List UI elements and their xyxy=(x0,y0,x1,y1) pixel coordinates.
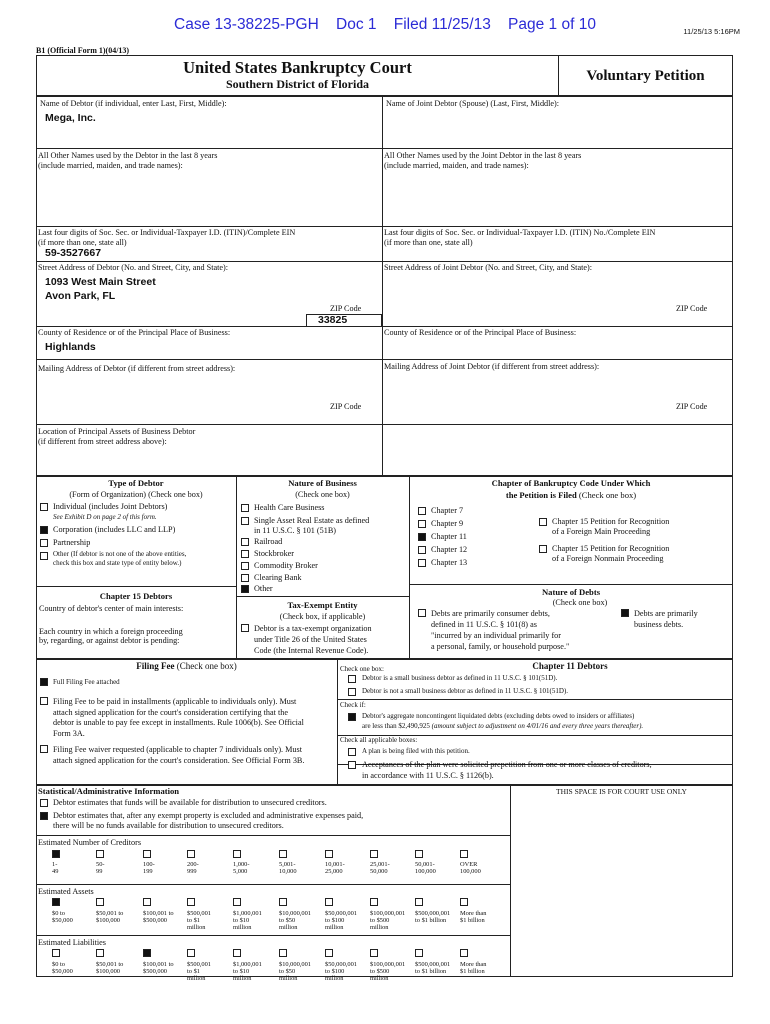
debtor-ein: 59-3527667 xyxy=(45,247,102,259)
corporation-checkbox[interactable] xyxy=(40,526,48,534)
liabilities-range-label: $0 to $50,000 xyxy=(52,961,73,976)
small-business-checkbox[interactable] xyxy=(348,675,356,683)
single-asset-checkbox[interactable] xyxy=(241,517,249,525)
stockbroker-checkbox[interactable] xyxy=(241,550,249,558)
installments-checkbox[interactable] xyxy=(40,697,48,705)
petition-title: Voluntary Petition xyxy=(586,68,705,84)
liabilities-range-label: $100,001 to $500,000 xyxy=(143,961,174,976)
single-asset-label: Single Asset Real Estate as defined xyxy=(254,516,370,525)
aggregate-debts-amount: are less than $2,490,925 xyxy=(362,722,430,730)
assets-range-checkbox[interactable] xyxy=(52,898,60,906)
health-care-label: Health Care Business xyxy=(254,503,325,512)
assets-range-checkbox[interactable] xyxy=(143,898,151,906)
assets-range-checkbox[interactable] xyxy=(370,898,378,906)
creditors-range-checkbox[interactable] xyxy=(52,850,60,858)
ch11-check-all: Check all applicable boxes: xyxy=(340,736,418,744)
consumer-debts-label: Debts are primarily consumer debts, defined in 11 U.S.C. § 101(8) as "incurred by an individual primarily for a personal, family, or household purpose." xyxy=(431,609,570,652)
chapter9-label: Chapter 9 xyxy=(431,519,464,528)
ch15-main-checkbox[interactable] xyxy=(539,518,547,526)
court-use-only: THIS SPACE IS FOR COURT USE ONLY xyxy=(556,787,687,796)
assets-range-label: $0 to $50,000 xyxy=(52,910,73,925)
chapter9-checkbox[interactable] xyxy=(418,520,426,528)
creditors-range-label: 100- 199 xyxy=(143,861,155,876)
timestamp: 11/25/13 5:16PM xyxy=(683,27,740,36)
district-name: Southern District of Florida xyxy=(226,77,369,91)
joint-ssn-label: Last four digits of Soc. Sec. or Individual-Taxpayer I.D. (ITIN) No./Complete EIN xyxy=(384,228,656,237)
aggregate-debts-checkbox[interactable] xyxy=(348,713,356,721)
form-id: B1 (Official Form 1)(04/13) xyxy=(36,46,130,55)
no-funds-checkbox[interactable] xyxy=(40,812,48,820)
creditors-range-checkbox[interactable] xyxy=(279,850,287,858)
creditors-range-label: 1,000- 5,000 xyxy=(233,861,250,876)
creditors-range-checkbox[interactable] xyxy=(187,850,195,858)
joint-debtor-name-label: Name of Joint Debtor (Spouse) (Last, First, Middle): xyxy=(386,99,560,108)
zip-value: 33825 xyxy=(318,314,348,326)
creditors-range-label: OVER 100,000 xyxy=(460,861,481,876)
assets-range-checkbox[interactable] xyxy=(96,898,104,906)
nature-business-subtitle: (Check one box) xyxy=(295,490,350,499)
creditors-range-checkbox[interactable] xyxy=(460,850,468,858)
assets-range-checkbox[interactable] xyxy=(325,898,333,906)
business-debts-checkbox[interactable] xyxy=(621,609,629,617)
not-small-business-label: Debtor is not a small business debtor as defined in 11 U.S.C. § 101(51D). xyxy=(362,687,569,695)
single-asset-cont: in 11 U.S.C. § 101 (51B) xyxy=(254,526,337,535)
aggregate-debts-note: (amount subject to adjustment on 4/01/16 and every three years thereafter). xyxy=(431,722,644,730)
clearing-bank-checkbox[interactable] xyxy=(241,574,249,582)
joint-other-names-label: All Other Names used by the Joint Debtor in the last 8 years (include married, maiden, and trade names): xyxy=(384,151,582,170)
funds-available-label: Debtor estimates that funds will be available for distribution to unsecured creditors. xyxy=(53,798,327,807)
partnership-checkbox[interactable] xyxy=(40,539,48,547)
railroad-checkbox[interactable] xyxy=(241,538,249,546)
creditors-range-label: 1- 49 xyxy=(52,861,59,876)
individual-checkbox[interactable] xyxy=(40,503,48,511)
liabilities-range-label: $1,000,001 to $10 million xyxy=(233,961,262,983)
creditors-range-checkbox[interactable] xyxy=(96,850,104,858)
individual-note: See Exhibit D on page 2 of this form. xyxy=(53,513,157,521)
chapter7-checkbox[interactable] xyxy=(418,507,426,515)
other-entity-label: Other (If debtor is not one of the above entities, xyxy=(53,550,187,558)
liabilities-label: Estimated Liabilities xyxy=(38,938,106,947)
individual-label: Individual (includes Joint Debtors) xyxy=(53,502,168,511)
chapter13-label: Chapter 13 xyxy=(431,558,468,567)
assets-range-label: $50,001 to $100,000 xyxy=(96,910,124,925)
chapter11-checkbox[interactable] xyxy=(418,533,426,541)
commodity-broker-label: Commodity Broker xyxy=(254,561,318,570)
railroad-label: Railroad xyxy=(254,537,283,546)
mailing-zip-label: ZIP Code xyxy=(330,402,362,411)
type-of-debtor-subtitle: (Form of Organization) (Check one box) xyxy=(69,490,203,499)
no-funds-label: Debtor estimates that, after any exempt property is excluded and administrative expenses paid, there will be no funds available for distribution to unsecured creditors. xyxy=(53,811,364,830)
commodity-broker-checkbox[interactable] xyxy=(241,562,249,570)
liabilities-range-checkbox[interactable] xyxy=(143,949,151,957)
assets-range-checkbox[interactable] xyxy=(279,898,287,906)
debtor-name-label: Name of Debtor (if individual, enter Last, First, Middle): xyxy=(40,99,227,108)
other-business-label: Other xyxy=(254,584,273,593)
chapter12-label: Chapter 12 xyxy=(431,545,468,554)
ch11-check-one: Check one box: xyxy=(340,665,384,673)
liabilities-range-checkbox[interactable] xyxy=(460,949,468,957)
consumer-debts-checkbox[interactable] xyxy=(418,609,426,617)
ssn-note: (if more than one, state all) xyxy=(38,238,127,247)
creditors-range-checkbox[interactable] xyxy=(415,850,423,858)
other-entity-note: check this box and state type of entity below.) xyxy=(53,559,182,567)
other-business-checkbox[interactable] xyxy=(241,585,249,593)
liabilities-range-label: $50,001 to $100,000 xyxy=(96,961,124,976)
joint-zip-label: ZIP Code xyxy=(676,304,708,313)
statistical-title: Statistical/Administrative Information xyxy=(38,786,180,796)
liabilities-range-checkbox[interactable] xyxy=(52,949,60,957)
ssn-label: Last four digits of Soc. Sec. or Individual-Taxpayer I.D. (ITIN)/Complete EIN xyxy=(38,228,296,237)
creditors-range-label: 50,001- 100,000 xyxy=(415,861,436,876)
liabilities-range-checkbox[interactable] xyxy=(279,949,287,957)
creditors-range-label: 10,001- 25,000 xyxy=(325,861,345,876)
tax-exempt-checkbox[interactable] xyxy=(241,624,249,632)
county-label: County of Residence or of the Principal Place of Business: xyxy=(38,328,231,337)
creditors-range-checkbox[interactable] xyxy=(370,850,378,858)
chapter12-checkbox[interactable] xyxy=(418,546,426,554)
ch15-nonmain-checkbox[interactable] xyxy=(539,545,547,553)
funds-available-checkbox[interactable] xyxy=(40,799,48,807)
liabilities-range-label: $100,000,001 to $500 million xyxy=(370,961,406,983)
assets-range-label: $1,000,001 to $10 million xyxy=(233,910,262,932)
street-line1: 1093 West Main Street xyxy=(45,276,156,288)
fee-waiver-checkbox[interactable] xyxy=(40,745,48,753)
full-fee-checkbox[interactable] xyxy=(40,678,48,686)
creditors-range-label: 50- 99 xyxy=(96,861,105,876)
ch15-main-label: Chapter 15 Petition for Recognition of a Foreign Main Proceeding xyxy=(552,517,670,536)
small-business-label: Debtor is a small business debtor as defined in 11 U.S.C. § 101(51D). xyxy=(362,674,558,682)
liabilities-range-label: $10,000,001 to $50 million xyxy=(279,961,311,983)
full-fee-label: Full Filing Fee attached xyxy=(53,678,120,686)
assets-range-label: $10,000,001 to $50 million xyxy=(279,910,311,932)
chapter7-label: Chapter 7 xyxy=(431,506,464,515)
street-label: Street Address of Debtor (No. and Street, City, and State): xyxy=(38,263,229,272)
creditors-label: Estimated Number of Creditors xyxy=(38,838,142,847)
clearing-bank-label: Clearing Bank xyxy=(254,573,302,582)
joint-ssn-note: (if more than one, state all) xyxy=(384,238,473,247)
filing-fee-title: Filing Fee xyxy=(136,661,175,671)
plan-filed-checkbox[interactable] xyxy=(348,748,356,756)
health-care-checkbox[interactable] xyxy=(241,504,249,512)
plan-filed-label: A plan is being filed with this petition. xyxy=(362,747,470,755)
other-entity-checkbox[interactable] xyxy=(40,552,48,560)
nature-debts-title: Nature of Debts xyxy=(541,587,601,597)
street-line2: Avon Park, FL xyxy=(45,290,116,302)
liabilities-range-checkbox[interactable] xyxy=(233,949,241,957)
court-name: United States Bankruptcy Court xyxy=(183,58,412,77)
ch11-title: Chapter 11 Debtors xyxy=(532,661,608,671)
liabilities-range-checkbox[interactable] xyxy=(187,949,195,957)
partnership-label: Partnership xyxy=(53,538,91,547)
type-of-debtor-title: Type of Debtor xyxy=(108,478,164,488)
creditors-range-label: 5,001- 10,000 xyxy=(279,861,297,876)
assets-range-label: $50,000,001 to $100 million xyxy=(325,910,357,932)
fee-waiver-label: Filing Fee waiver requested (applicable to chapter 7 individuals only). Must attach signed application for the court's consideration. See Official Form 3B. xyxy=(53,745,305,765)
not-small-business-checkbox[interactable] xyxy=(348,688,356,696)
creditors-range-checkbox[interactable] xyxy=(325,850,333,858)
chapter-title: Chapter of Bankruptcy Code Under Which xyxy=(491,478,651,488)
assets-range-label: $100,000,001 to $500 million xyxy=(370,910,406,932)
debtor-name: Mega, Inc. xyxy=(45,112,96,124)
creditors-range-checkbox[interactable] xyxy=(143,850,151,858)
zip-label: ZIP Code xyxy=(330,304,362,313)
chapter-check: (Check one box) xyxy=(578,490,637,500)
tax-exempt-title: Tax-Exempt Entity xyxy=(287,600,358,610)
aggregate-debts-label: Debtor's aggregate noncontingent liquidated debts (excluding debts owed to insiders or affiliates) xyxy=(362,712,635,720)
assets-range-checkbox[interactable] xyxy=(233,898,241,906)
joint-street-label: Street Address of Joint Debtor (No. and Street, City, and State): xyxy=(384,263,592,272)
joint-mailing-label: Mailing Address of Joint Debtor (if different from street address): xyxy=(384,362,600,371)
chapter15-title: Chapter 15 Debtors xyxy=(99,591,173,601)
liabilities-range-label: $50,000,001 to $100 million xyxy=(325,961,357,983)
acceptances-checkbox[interactable] xyxy=(348,761,356,769)
liabilities-range-label: More than $1 billion xyxy=(460,961,487,976)
ch15-nonmain-label: Chapter 15 Petition for Recognition of a Foreign Nonmain Proceeding xyxy=(552,544,670,563)
creditors-range-label: 200- 999 xyxy=(187,861,199,876)
liabilities-range-checkbox[interactable] xyxy=(370,949,378,957)
liabilities-range-checkbox[interactable] xyxy=(96,949,104,957)
assets-range-label: $500,000,001 to $1 billion xyxy=(415,910,451,925)
case-header: Case 13-38225-PGH Doc 1 Filed 11/25/13 Page 1 of 10 xyxy=(174,16,596,33)
stockbroker-label: Stockbroker xyxy=(254,549,295,558)
assets-range-label: More than $1 billion xyxy=(460,910,487,925)
corporation-label: Corporation (includes LLC and LLP) xyxy=(53,525,176,534)
assets-range-label: $500,001 to $1 million xyxy=(187,910,211,932)
ch11-check-if: Check if: xyxy=(340,701,366,709)
tax-exempt-text: Debtor is a tax-exempt organization under Title 26 of the United States Code (the Internal Revenue Code). xyxy=(254,624,372,656)
location-label: Location of Principal Assets of Business Debtor (if different from street address above): xyxy=(38,427,196,446)
assets-range-checkbox[interactable] xyxy=(415,898,423,906)
acceptances-label: Acceptances of the plan were solicited prepetition from one or more classes of creditors, in accordance with 11 U.S.C. § 1126(b). xyxy=(362,760,652,780)
chapter11-label: Chapter 11 xyxy=(431,532,467,541)
assets-range-checkbox[interactable] xyxy=(187,898,195,906)
assets-range-checkbox[interactable] xyxy=(460,898,468,906)
liabilities-range-checkbox[interactable] xyxy=(415,949,423,957)
country-label: Country of debtor's center of main interests: xyxy=(39,604,184,613)
chapter-title-2: the Petition is Filed xyxy=(505,490,577,500)
filing-fee-check: (Check one box) xyxy=(176,661,237,671)
county-value: Highlands xyxy=(45,341,96,353)
business-debts-label: Debts are primarily business debts. xyxy=(634,609,698,630)
chapter13-checkbox[interactable] xyxy=(418,559,426,567)
nature-debts-subtitle: (Check one box) xyxy=(552,598,608,607)
assets-label: Estimated Assets xyxy=(38,887,94,896)
creditors-range-label: 25,001- 50,000 xyxy=(370,861,390,876)
other-names-label: All Other Names used by the Debtor in the last 8 years (include married, maiden, and trade names): xyxy=(38,151,218,170)
liabilities-range-label: $500,001 to $1 million xyxy=(187,961,211,983)
joint-mailing-zip-label: ZIP Code xyxy=(676,402,708,411)
liabilities-range-label: $500,000,001 to $1 billion xyxy=(415,961,451,976)
tax-exempt-subtitle: (Check box, if applicable) xyxy=(279,612,366,621)
assets-range-label: $100,001 to $500,000 xyxy=(143,910,174,925)
mailing-label: Mailing Address of Debtor (if different from street address): xyxy=(38,364,236,373)
installments-label: Filing Fee to be paid in installments (applicable to individuals only). Must attach signed application for the court's consideration certifying that the debtor is unable to pay fee except in installments. Rule 1006(b). See Official Form 3A. xyxy=(53,697,304,738)
joint-county-label: County of Residence or of the Principal Place of Business: xyxy=(384,328,577,337)
nature-business-title: Nature of Business xyxy=(288,478,357,488)
foreign-proceeding-label: Each country in which a foreign proceeding by, regarding, or against debtor is pending: xyxy=(39,627,183,646)
liabilities-range-checkbox[interactable] xyxy=(325,949,333,957)
creditors-range-checkbox[interactable] xyxy=(233,850,241,858)
